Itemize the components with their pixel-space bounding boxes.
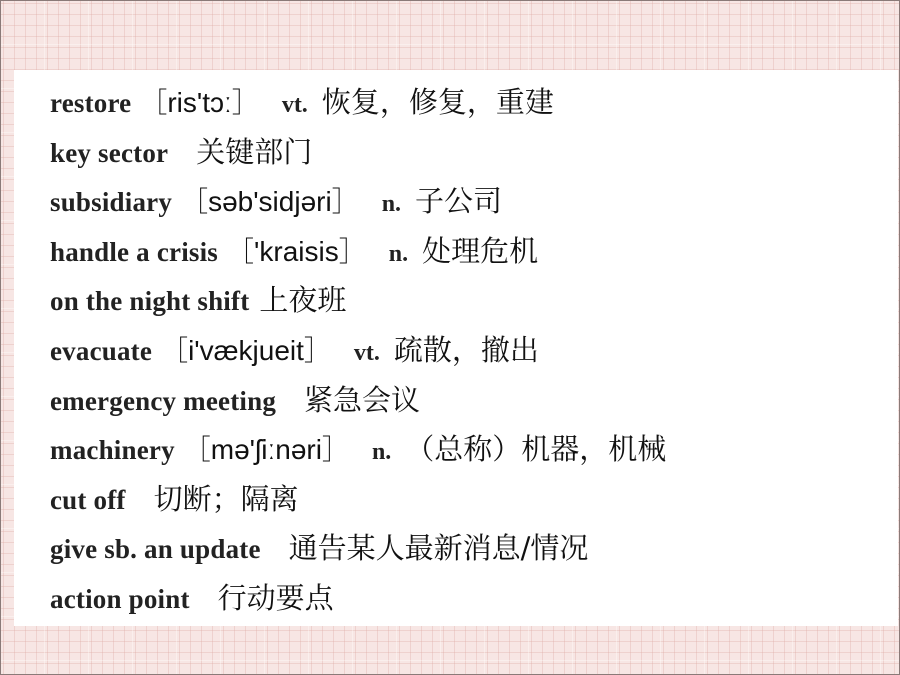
vocab-meaning: （总称）机器，机械 — [405, 432, 667, 467]
vocab-entry-cut-off — [50, 475, 888, 525]
vocab-meaning: 紧急会议 — [304, 382, 421, 417]
vocab-term: emergency meeting — [50, 385, 277, 416]
vocab-part-of-speech: n. — [381, 191, 402, 218]
vocab-entry-machinery — [50, 425, 888, 475]
vocab-term: give sb. an update — [50, 534, 261, 565]
vocab-entry-subsidiary — [50, 177, 888, 227]
vocab-meaning: 恢复，修复，重建 — [321, 85, 554, 119]
vocab-term: action point — [50, 583, 190, 614]
vocabulary-list — [50, 78, 888, 624]
vocab-phonetic: ［mə'ʃiːnəri］ — [182, 434, 350, 466]
vocab-entry-emergency-meeting — [50, 376, 888, 426]
vocab-part-of-speech: vt. — [353, 339, 380, 366]
vocab-entry-give-sb-an-update — [50, 524, 888, 574]
vocab-meaning: 通告某人最新消息/情况 — [288, 531, 589, 566]
vocab-phonetic: ［i'vækjueit］ — [160, 334, 332, 366]
vocab-part-of-speech: n. — [371, 439, 392, 466]
vocab-term: cut off — [50, 484, 126, 515]
vocab-term: subsidiary — [50, 187, 173, 218]
vocab-entry-key-sector — [50, 128, 888, 178]
vocabulary-card — [14, 70, 898, 626]
vocab-meaning: 处理危机 — [422, 233, 539, 268]
vocab-phonetic: ［'kraisis］ — [226, 235, 367, 267]
vocab-term: restore — [50, 88, 132, 118]
vocab-term: key sector — [50, 137, 169, 168]
vocab-term: on the night shift — [50, 286, 250, 317]
vocab-meaning: 子公司 — [415, 184, 503, 219]
vocab-term: machinery — [50, 435, 175, 466]
vocab-meaning: 切断；隔离 — [153, 481, 299, 516]
vocab-entry-action-point — [50, 574, 888, 624]
vocab-meaning: 关键部门 — [196, 134, 313, 169]
vocab-entry-on-the-night-shift — [50, 276, 888, 326]
vocab-meaning: 上夜班 — [259, 283, 347, 318]
vocab-entry-evacuate — [50, 326, 888, 376]
vocab-phonetic: ［ris'tɔː］ — [139, 87, 260, 118]
vocab-term: handle a crisis — [50, 236, 219, 267]
vocab-term: evacuate — [50, 335, 153, 366]
vocab-meaning: 行动要点 — [217, 580, 334, 615]
vocab-entry-restore — [50, 78, 888, 128]
vocab-phonetic: ［səb'sidjəri］ — [180, 186, 360, 218]
vocab-entry-handle-a-crisis — [50, 227, 888, 277]
vocab-part-of-speech: vt. — [281, 92, 308, 118]
vocab-meaning: 疏散，撤出 — [393, 332, 539, 367]
vocab-part-of-speech: n. — [388, 240, 409, 267]
